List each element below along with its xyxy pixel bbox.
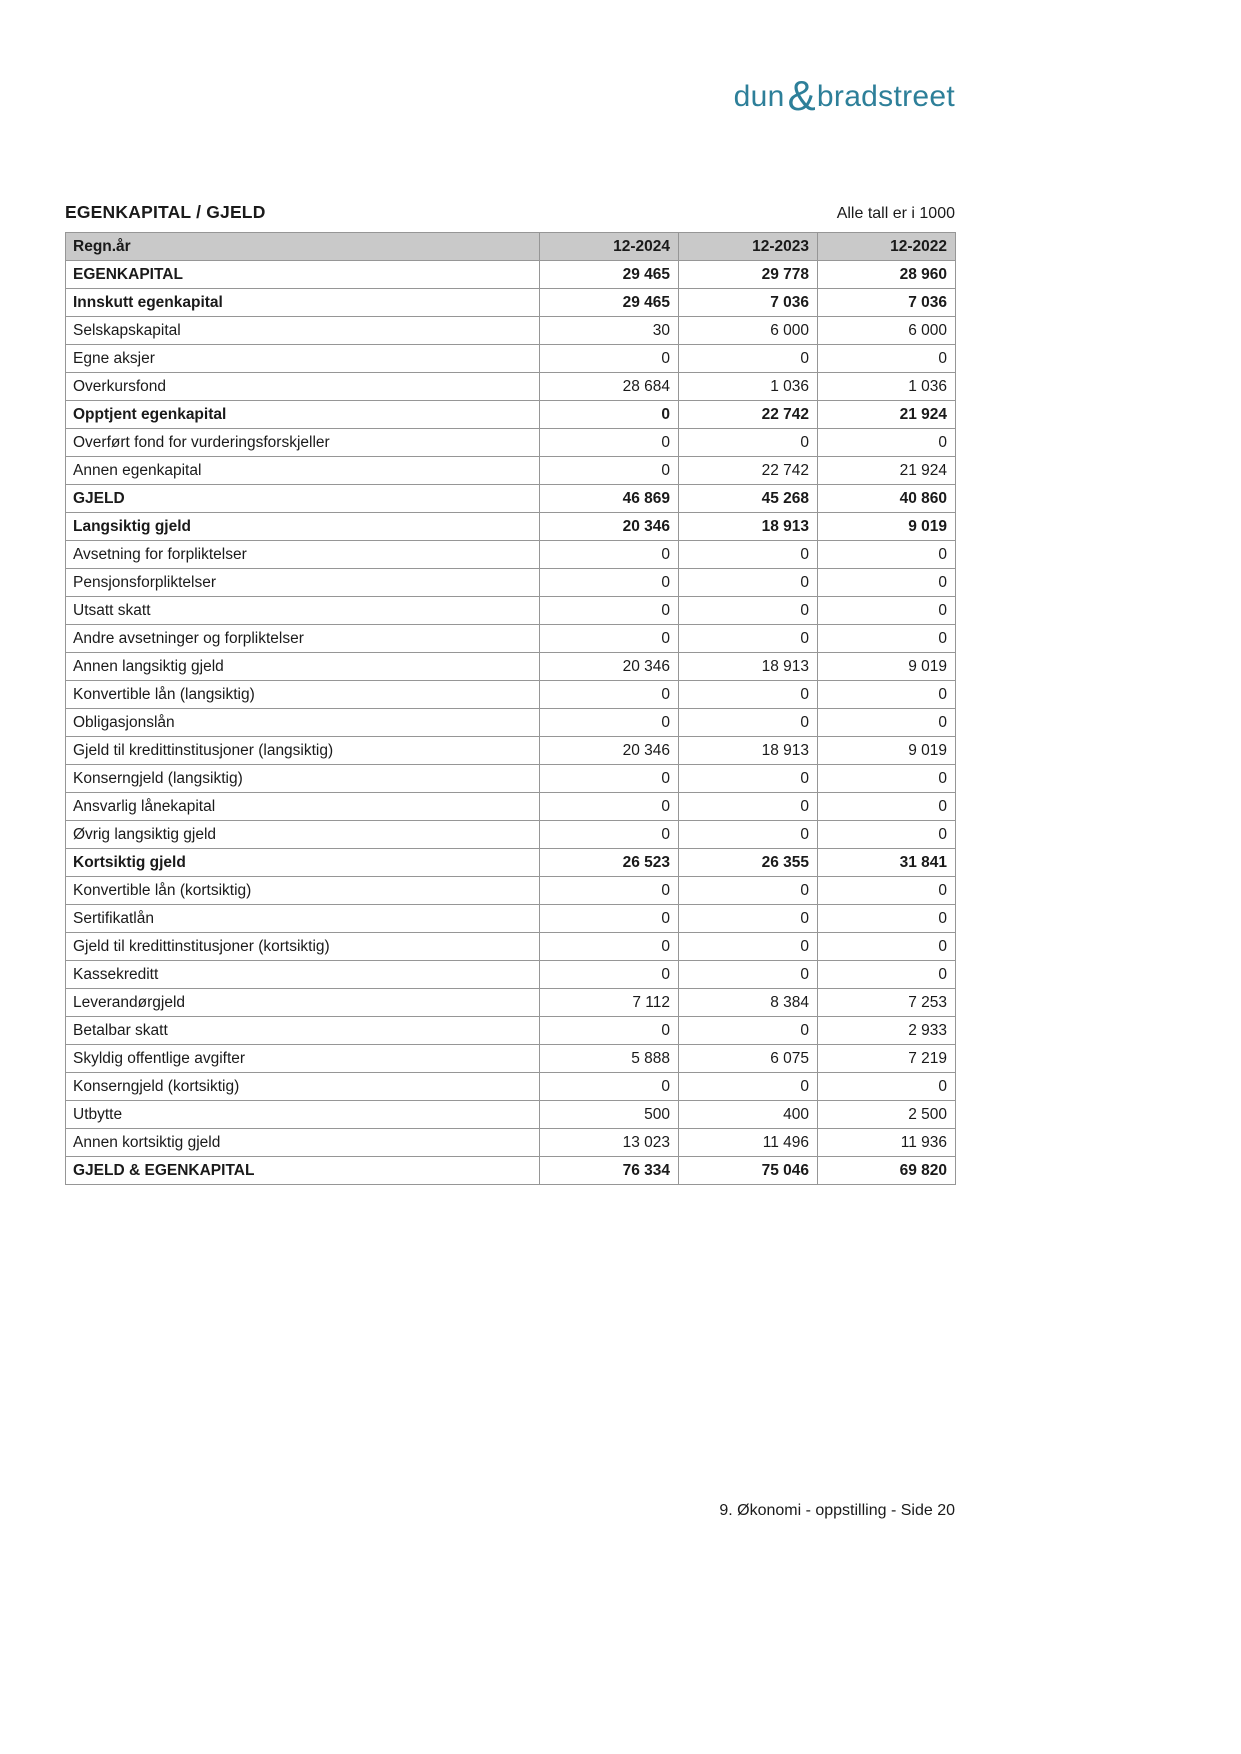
table-row [66, 933, 956, 961]
row-label: Sertifikatlån [66, 905, 540, 933]
table-row [66, 1129, 956, 1157]
page-title: EGENKAPITAL / GJELD [65, 202, 266, 222]
row-value: 0 [679, 541, 818, 569]
table-row [66, 1157, 956, 1185]
row-value: 0 [540, 933, 679, 961]
table-row [66, 905, 956, 933]
row-label: GJELD & EGENKAPITAL [66, 1157, 540, 1185]
row-label: Pensjonsforpliktelser [66, 569, 540, 597]
row-value: 0 [540, 625, 679, 653]
row-value: 0 [679, 793, 818, 821]
row-value: 7 036 [818, 289, 956, 317]
row-label: Utsatt skatt [66, 597, 540, 625]
row-value: 0 [818, 961, 956, 989]
row-value: 0 [818, 905, 956, 933]
row-value: 7 112 [540, 989, 679, 1017]
row-value: 400 [679, 1101, 818, 1129]
row-value: 18 913 [679, 513, 818, 541]
row-value: 1 036 [818, 373, 956, 401]
column-header-12-2023: 12-2023 [679, 233, 818, 261]
row-value: 75 046 [679, 1157, 818, 1185]
row-value: 18 913 [679, 737, 818, 765]
row-value: 7 036 [679, 289, 818, 317]
table-row [66, 877, 956, 905]
row-label: Kortsiktig gjeld [66, 849, 540, 877]
row-value: 13 023 [540, 1129, 679, 1157]
table-row [66, 541, 956, 569]
row-value: 22 742 [679, 401, 818, 429]
row-value: 0 [540, 877, 679, 905]
row-label: Konvertible lån (kortsiktig) [66, 877, 540, 905]
row-value: 0 [679, 625, 818, 653]
table-row [66, 317, 956, 345]
table-row [66, 961, 956, 989]
row-value: 0 [540, 793, 679, 821]
table-row [66, 569, 956, 597]
row-value: 46 869 [540, 485, 679, 513]
row-value: 28 960 [818, 261, 956, 289]
row-label: Gjeld til kredittinstitusjoner (langsiktig) [66, 737, 540, 765]
row-value: 0 [679, 905, 818, 933]
row-value: 20 346 [540, 737, 679, 765]
row-value: 0 [540, 401, 679, 429]
row-value: 0 [818, 429, 956, 457]
row-value: 0 [540, 905, 679, 933]
table-row [66, 261, 956, 289]
row-label: EGENKAPITAL [66, 261, 540, 289]
row-value: 7 253 [818, 989, 956, 1017]
table-row [66, 793, 956, 821]
row-value: 2 500 [818, 1101, 956, 1129]
row-value: 21 924 [818, 401, 956, 429]
row-value: 11 496 [679, 1129, 818, 1157]
table-row [66, 989, 956, 1017]
row-value: 6 000 [818, 317, 956, 345]
balance-sheet-table [65, 232, 956, 1185]
row-value: 8 384 [679, 989, 818, 1017]
table-row [66, 849, 956, 877]
row-value: 0 [818, 765, 956, 793]
row-value: 0 [818, 541, 956, 569]
row-value: 500 [540, 1101, 679, 1129]
row-value: 0 [540, 709, 679, 737]
row-label: Annen egenkapital [66, 457, 540, 485]
row-value: 0 [818, 1073, 956, 1101]
row-value: 0 [818, 569, 956, 597]
row-value: 0 [818, 877, 956, 905]
table-row [66, 373, 956, 401]
row-value: 21 924 [818, 457, 956, 485]
row-value: 26 355 [679, 849, 818, 877]
table-row [66, 485, 956, 513]
logo-text-dun: dun [733, 80, 785, 113]
table-row [66, 765, 956, 793]
row-value: 0 [679, 709, 818, 737]
table-row [66, 289, 956, 317]
row-value: 0 [540, 1073, 679, 1101]
row-value: 20 346 [540, 513, 679, 541]
row-label: Overkursfond [66, 373, 540, 401]
row-value: 7 219 [818, 1045, 956, 1073]
table-row [66, 709, 956, 737]
row-value: 0 [679, 681, 818, 709]
table-row [66, 457, 956, 485]
units-note: Alle tall er i 1000 [836, 205, 955, 222]
row-value: 6 075 [679, 1045, 818, 1073]
table-row [66, 513, 956, 541]
row-label: Leverandørgjeld [66, 989, 540, 1017]
column-header-12-2022: 12-2022 [818, 233, 956, 261]
table-row [66, 401, 956, 429]
row-value: 0 [540, 541, 679, 569]
table-row [66, 625, 956, 653]
row-value: 9 019 [818, 513, 956, 541]
content-area [65, 0, 955, 1185]
row-label: Avsetning for forpliktelser [66, 541, 540, 569]
table-row [66, 1073, 956, 1101]
row-label: Konserngjeld (langsiktig) [66, 765, 540, 793]
row-value: 0 [540, 821, 679, 849]
row-value: 9 019 [818, 653, 956, 681]
row-value: 0 [679, 1073, 818, 1101]
row-value: 0 [540, 765, 679, 793]
table-row [66, 737, 956, 765]
row-value: 0 [818, 793, 956, 821]
row-label: Obligasjonslån [66, 709, 540, 737]
row-value: 0 [818, 681, 956, 709]
row-value: 28 684 [540, 373, 679, 401]
row-value: 26 523 [540, 849, 679, 877]
row-label: Langsiktig gjeld [66, 513, 540, 541]
dun-bradstreet-logo [65, 72, 955, 119]
row-value: 0 [540, 1017, 679, 1045]
table-row [66, 653, 956, 681]
row-value: 0 [679, 345, 818, 373]
row-value: 6 000 [679, 317, 818, 345]
row-value: 0 [818, 625, 956, 653]
table-row [66, 429, 956, 457]
table-row [66, 681, 956, 709]
row-label: Andre avsetninger og forpliktelser [66, 625, 540, 653]
row-value: 0 [818, 345, 956, 373]
row-value: 20 346 [540, 653, 679, 681]
row-label: Utbytte [66, 1101, 540, 1129]
balance-table-body [66, 261, 956, 1185]
row-value: 0 [540, 961, 679, 989]
table-row [66, 1017, 956, 1045]
row-value: 29 778 [679, 261, 818, 289]
row-value: 11 936 [818, 1129, 956, 1157]
row-value: 5 888 [540, 1045, 679, 1073]
row-label: Kassekreditt [66, 961, 540, 989]
row-label: Ansvarlig lånekapital [66, 793, 540, 821]
column-header-regnar: Regn.år [66, 233, 540, 261]
row-label: Gjeld til kredittinstitusjoner (kortsiktig) [66, 933, 540, 961]
row-value: 0 [818, 821, 956, 849]
table-row [66, 345, 956, 373]
row-value: 0 [679, 597, 818, 625]
row-label: Overført fond for vurderingsforskjeller [66, 429, 540, 457]
row-label: Egne aksjer [66, 345, 540, 373]
row-value: 0 [679, 765, 818, 793]
row-value: 18 913 [679, 653, 818, 681]
row-label: Annen langsiktig gjeld [66, 653, 540, 681]
row-value: 0 [818, 709, 956, 737]
row-value: 29 465 [540, 261, 679, 289]
table-row [66, 1101, 956, 1129]
row-value: 0 [679, 1017, 818, 1045]
row-value: 0 [679, 961, 818, 989]
row-value: 0 [679, 429, 818, 457]
table-row [66, 821, 956, 849]
row-label: Øvrig langsiktig gjeld [66, 821, 540, 849]
table-row [66, 597, 956, 625]
row-value: 9 019 [818, 737, 956, 765]
row-label: Skyldig offentlige avgifter [66, 1045, 540, 1073]
table-header-row [66, 233, 956, 261]
row-value: 0 [679, 877, 818, 905]
row-label: Betalbar skatt [66, 1017, 540, 1045]
row-value: 69 820 [818, 1157, 956, 1185]
row-value: 0 [818, 933, 956, 961]
row-value: 0 [540, 457, 679, 485]
logo-text-bradstreet: bradstreet [816, 80, 955, 113]
row-value: 0 [679, 569, 818, 597]
row-value: 31 841 [818, 849, 956, 877]
row-label: Konvertible lån (langsiktig) [66, 681, 540, 709]
row-value: 2 933 [818, 1017, 956, 1045]
row-value: 0 [679, 821, 818, 849]
row-label: Selskapskapital [66, 317, 540, 345]
row-value: 0 [540, 569, 679, 597]
row-label: GJELD [66, 485, 540, 513]
row-value: 0 [540, 597, 679, 625]
row-label: Annen kortsiktig gjeld [66, 1129, 540, 1157]
row-label: Innskutt egenkapital [66, 289, 540, 317]
row-value: 0 [540, 429, 679, 457]
column-header-12-2024: 12-2024 [540, 233, 679, 261]
row-value: 0 [818, 597, 956, 625]
row-value: 76 334 [540, 1157, 679, 1185]
row-value: 40 860 [818, 485, 956, 513]
row-value: 0 [679, 933, 818, 961]
row-label: Opptjent egenkapital [66, 401, 540, 429]
page-footer: 9. Økonomi - oppstilling - Side 20 [719, 1502, 955, 1519]
row-label: Konserngjeld (kortsiktig) [66, 1073, 540, 1101]
row-value: 1 036 [679, 373, 818, 401]
table-row [66, 1045, 956, 1073]
logo-ampersand-icon: & [787, 72, 816, 119]
row-value: 0 [540, 345, 679, 373]
row-value: 29 465 [540, 289, 679, 317]
row-value: 45 268 [679, 485, 818, 513]
row-value: 22 742 [679, 457, 818, 485]
row-value: 30 [540, 317, 679, 345]
title-row [65, 202, 955, 223]
row-value: 0 [540, 681, 679, 709]
